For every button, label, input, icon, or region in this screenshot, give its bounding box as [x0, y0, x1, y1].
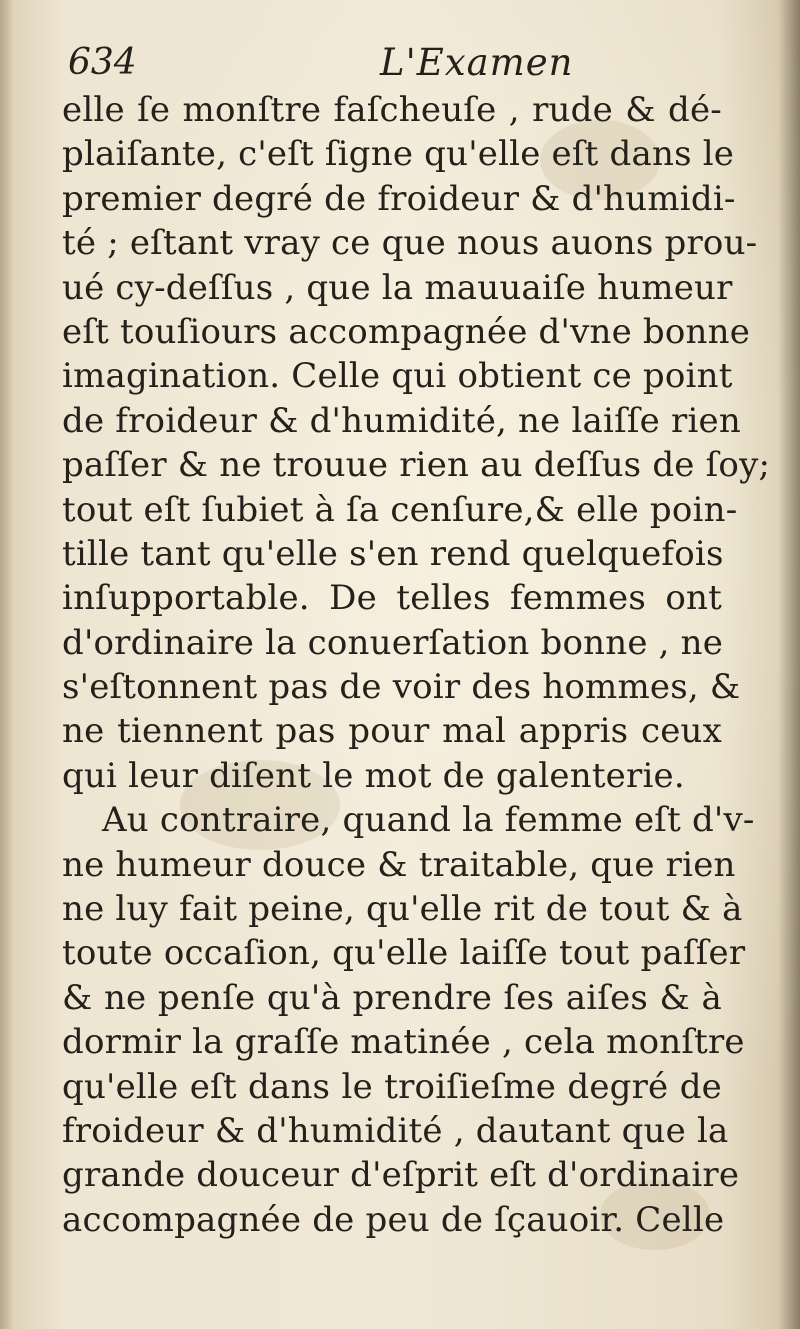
page-header: [64, 38, 714, 88]
text-line: elle ſe monſtre faſcheuſe , rude & dé-: [62, 90, 722, 130]
text-line: ne luy fait peine, qu'elle rit de tout & à: [62, 889, 743, 930]
text-line: plaiſante, c'eſt ſigne qu'elle eſt dans le: [62, 134, 735, 175]
text-line: imagination. Celle qui obtient ce point: [62, 356, 733, 397]
text-line: premier degré de froideur & d'humidi-: [62, 178, 736, 219]
page-edge-shadow-left: [0, 0, 14, 1329]
text-line: paſſer & ne trouue rien au deſſus de ſoy;: [62, 445, 771, 486]
running-head: L'Examen: [380, 41, 574, 84]
text-line: & ne penſe qu'à prendre ſes aiſes & à: [62, 977, 722, 1018]
text-line: té ; eſtant vray ce que nous auons prou-: [62, 223, 758, 264]
text-line: s'eſtonnent pas de voir des hommes, &: [62, 667, 741, 708]
text-line: d'ordinaire la conuerſation bonne , ne: [62, 622, 724, 663]
text-line: eſt touſiours accompagnée d'vne bonne: [62, 311, 751, 352]
text-line: qui leur diſent le mot de galenterie.: [62, 755, 685, 796]
text-line: inſupportable. De telles femmes ont: [62, 578, 722, 619]
text-line: tille tant qu'elle s'en rend quelquefois: [62, 533, 724, 574]
page-edge-shadow-right: [778, 0, 800, 1329]
text-line: ne humeur douce & traitable, que rien: [62, 844, 736, 885]
text-line: toute occaſion, qu'elle laiſſe tout paſſer: [62, 933, 746, 974]
text-line: froideur & d'humidité , dautant que la: [62, 1110, 729, 1151]
text-line: tout eſt ſubiet à ſa cenſure,& elle poin-: [62, 489, 738, 530]
text-line: grande douceur d'eſprit eſt d'ordinaire: [62, 1155, 740, 1196]
text-line: dormir la graſſe matinée , cela monſtre: [62, 1022, 745, 1063]
text-line: qu'elle eſt dans le troiſieſme degré de: [62, 1066, 722, 1107]
text-line: ué cy-deſſus , que la mauuaiſe humeur: [62, 267, 733, 308]
body-text: [62, 88, 771, 1242]
page-number: 634: [68, 42, 137, 83]
text-line: Au contraire, quand la femme eſt d'v-: [102, 800, 755, 841]
text-line: accompagnée de peu de ſçauoir. Celle: [62, 1199, 725, 1240]
text-line: de froideur & d'humidité, ne laiſſe rien: [62, 400, 741, 441]
text-line: ne tiennent pas pour mal appris ceux: [62, 711, 722, 752]
